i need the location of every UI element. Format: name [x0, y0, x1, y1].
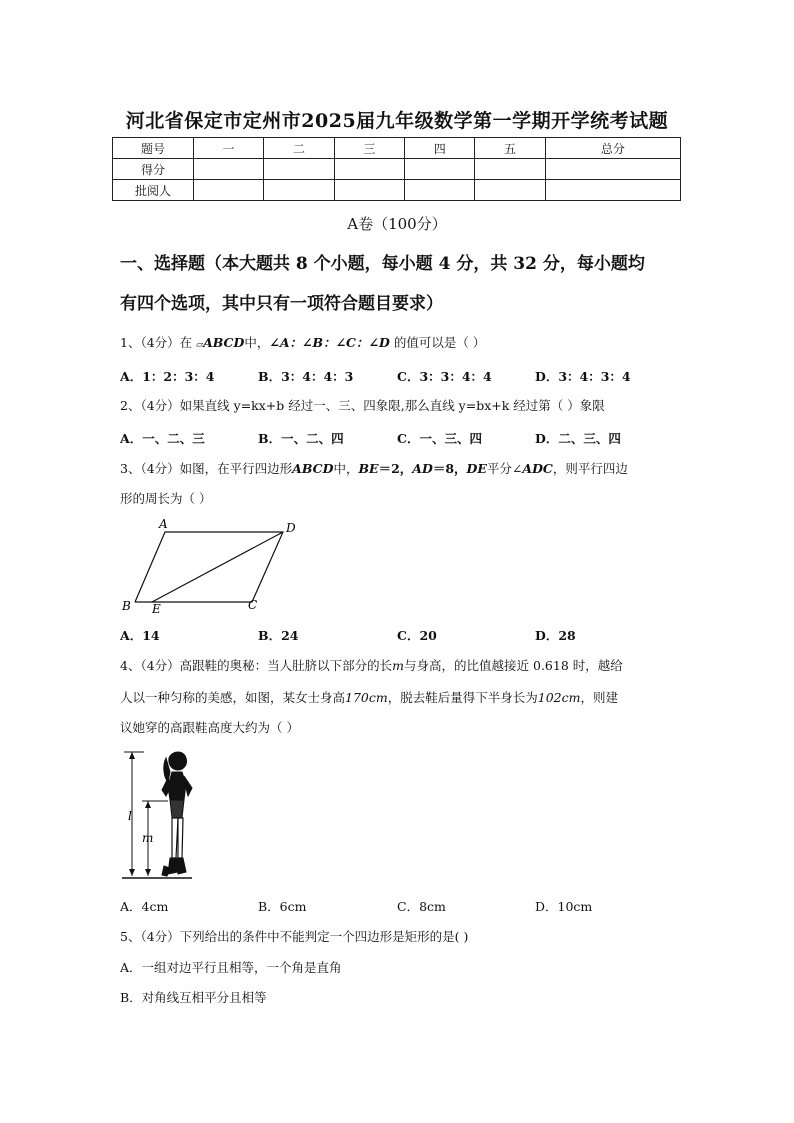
question-4-line3: 议她穿的高跟鞋高度大约为（ ） [120, 720, 299, 735]
label-m: m [142, 831, 154, 845]
arrow-down-m [145, 869, 151, 876]
header-cell: 五 [475, 138, 545, 159]
table-cell [264, 159, 334, 180]
table-cell [194, 159, 264, 180]
score-table [112, 137, 681, 201]
volume-heading: A卷（100分） [347, 215, 447, 233]
option-b[interactable]: B．一、二、四 [258, 431, 344, 446]
arrow-up-m [145, 801, 151, 808]
question-1: 1、（4分）在 ▱ABCD中，∠A：∠B：∠C：∠D 的值可以是（ ） [120, 335, 486, 350]
question-3-options [120, 626, 680, 646]
table-cell [405, 159, 475, 180]
high-heel-figure [120, 748, 210, 884]
table-cell [545, 180, 680, 201]
page-title: 河北省保定市定州市2025届九年级数学第一学期开学统考试题 [125, 110, 669, 132]
option-c[interactable]: C．20 [397, 628, 437, 643]
table-cell [475, 159, 545, 180]
row-label: 批阅人 [113, 180, 194, 201]
question-4-line2: 人以一种匀称的美感，如图，某女士身高170cm，脱去鞋后量得下半身长为102cm，则建 [120, 690, 618, 705]
section-heading-line1: 一、选择题（本大题共 8 个小题，每小题 4 分，共 32 分，每小题均 [120, 254, 645, 274]
label-b: B [122, 599, 131, 613]
option-d[interactable]: D．3：4：3：4 [535, 369, 631, 384]
question-3-line1: 3、（4分）如图，在平行四边形ABCD中，BE＝2，AD＝8，DE平分∠ADC，则平行四边 [120, 461, 628, 476]
question-5: 5、（4分）下列给出的条件中不能判定一个四边形是矩形的是( ) [120, 929, 469, 944]
row-label: 得分 [113, 159, 194, 180]
parallelogram-outline [135, 532, 283, 602]
option-c[interactable]: C．3：3：4：4 [397, 369, 492, 384]
arrow-up [129, 752, 135, 759]
score-table-header-row [113, 138, 681, 159]
option-b[interactable]: B．6cm [258, 899, 307, 914]
header-cell: 题号 [113, 138, 194, 159]
label-a: A [159, 517, 168, 531]
question-2-options [120, 429, 680, 449]
option-c[interactable]: C．一、三、四 [397, 431, 482, 446]
woman-silhouette-icon [162, 752, 192, 876]
table-row [113, 159, 681, 180]
table-row [113, 180, 681, 201]
table-cell [545, 159, 680, 180]
question-5-option-a[interactable]: A．一组对边平行且相等，一个角是直角 [120, 960, 342, 975]
option-a[interactable]: A．4cm [120, 899, 169, 914]
header-cell: 三 [334, 138, 404, 159]
header-cell: 一 [194, 138, 264, 159]
arrow-down [129, 869, 135, 876]
table-cell [264, 180, 334, 201]
option-b[interactable]: B．3：4：4：3 [258, 369, 354, 384]
option-d[interactable]: D．二、三、四 [535, 431, 621, 446]
option-a[interactable]: A．14 [120, 628, 160, 643]
header-cell: 四 [405, 138, 475, 159]
table-cell [334, 180, 404, 201]
section-heading-line2: 有四个选项，其中只有一项符合题目要求） [120, 294, 443, 314]
segment-de [152, 532, 283, 602]
question-1-options [120, 367, 680, 387]
option-b[interactable]: B．24 [258, 628, 299, 643]
option-a[interactable]: A．一、二、三 [120, 431, 205, 446]
header-cell: 二 [264, 138, 334, 159]
option-d[interactable]: D．28 [535, 628, 576, 643]
option-c[interactable]: C．8cm [397, 899, 446, 914]
header-cell: 总分 [545, 138, 680, 159]
option-d[interactable]: D．10cm [535, 899, 593, 914]
option-a[interactable]: A．1：2：3：4 [120, 369, 215, 384]
parallelogram-figure [118, 515, 318, 615]
question-5-option-b[interactable]: B．对角线互相平分且相等 [120, 990, 267, 1005]
question-4-options [120, 897, 680, 917]
label-l: l [128, 809, 132, 823]
table-cell [475, 180, 545, 201]
label-c: C [248, 598, 258, 612]
question-2: 2、（4分）如果直线 y=kx+b 经过一、三、四象限,那么直线 y=bx+k 经过第（ ）象限 [120, 398, 605, 413]
label-e: E [152, 602, 161, 615]
question-3-line2: 形的周长为（ ） [120, 491, 212, 506]
table-cell [334, 159, 404, 180]
table-cell [405, 180, 475, 201]
label-d: D [286, 521, 296, 535]
question-4-line1: 4、（4分）高跟鞋的奥秘：当人肚脐以下部分的长m与身高，的比值越接近 0.618 时，越给 [120, 658, 623, 673]
table-cell [194, 180, 264, 201]
